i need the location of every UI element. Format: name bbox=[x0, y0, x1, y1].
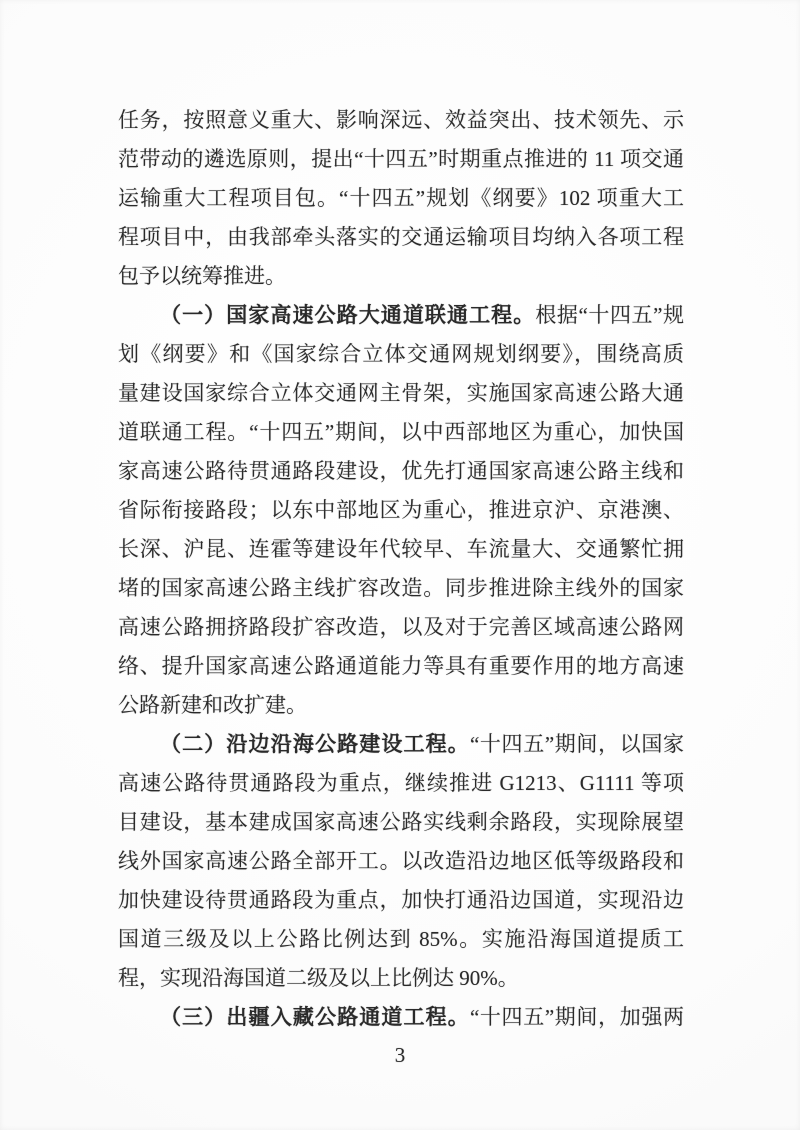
document-body bbox=[118, 101, 684, 1037]
page-number: 3 bbox=[394, 1043, 406, 1067]
text-line: （一）国家高速公路大通道联通工程。根据“十四五”规 bbox=[160, 303, 684, 327]
text-line: 公路新建和改扩建。 bbox=[118, 693, 307, 717]
text-line: 量建设国家综合立体交通网主骨架，实施国家高速公路大通 bbox=[118, 381, 684, 405]
text-line: 目建设，基本建成国家高速公路实线剩余路段，实现除展望 bbox=[118, 810, 684, 834]
text-line: 划《纲要》和《国家综合立体交通网规划纲要》，围绕高质 bbox=[118, 342, 684, 366]
text-line: 家高速公路待贯通路段建设，优先打通国家高速公路主线和 bbox=[118, 459, 684, 483]
text-line: 程项目中，由我部牵头落实的交通运输项目均纳入各项工程 bbox=[118, 225, 684, 249]
text-line: 任务，按照意义重大、影响深远、效益突出、技术领先、示 bbox=[118, 108, 684, 132]
text-line: 线外国家高速公路全部开工。以改造沿边地区低等级路段和 bbox=[118, 849, 684, 873]
text-line: 堵的国家高速公路主线扩容改造。同步推进除主线外的国家 bbox=[118, 576, 684, 600]
section-heading: （二）沿边沿海公路建设工程。 bbox=[160, 732, 470, 756]
text-line: 省际衔接路段；以东中部地区为重心，推进京沪、京港澳、 bbox=[118, 498, 684, 522]
text-line: 运输重大工程项目包。“十四五”规划《纲要》102 项重大工 bbox=[118, 186, 684, 210]
text-line: 长深、沪昆、连霍等建设年代较早、车流量大、交通繁忙拥 bbox=[118, 537, 684, 561]
text-line: 程，实现沿海国道二级及以上比例达 90%。 bbox=[118, 966, 519, 990]
text-line: （三）出疆入藏公路通道工程。“十四五”期间，加强两 bbox=[160, 1005, 684, 1029]
text-line: 包予以统筹推进。 bbox=[118, 264, 286, 288]
text-line: 国道三级及以上公路比例达到 85%。实施沿海国道提质工 bbox=[118, 927, 684, 951]
text-line: 高速公路拥挤路段扩容改造，以及对于完善区域高速公路网 bbox=[118, 615, 684, 639]
text-line: 高速公路待贯通路段为重点，继续推进 G1213、G1111 等项 bbox=[118, 771, 684, 795]
text-line: 道联通工程。“十四五”期间，以中西部地区为重心，加快国 bbox=[118, 420, 684, 444]
text-line: 络、提升国家高速公路通道能力等具有重要作用的地方高速 bbox=[118, 654, 684, 678]
text-line: 范带动的遴选原则，提出“十四五”时期重点推进的 11 项交通 bbox=[118, 147, 684, 171]
text-line: 加快建设待贯通路段为重点，加快打通沿边国道，实现沿边 bbox=[118, 888, 684, 912]
section-heading: （一）国家高速公路大通道联通工程。 bbox=[160, 303, 536, 327]
section-heading: （三）出疆入藏公路通道工程。 bbox=[160, 1005, 470, 1029]
text-line: （二）沿边沿海公路建设工程。“十四五”期间，以国家 bbox=[160, 732, 684, 756]
